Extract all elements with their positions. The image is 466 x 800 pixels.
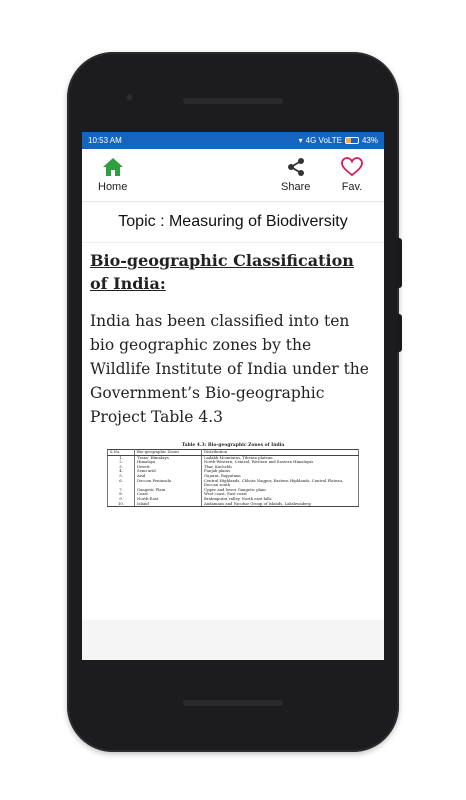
section-heading: Bio-geographic Classification of India: <box>90 251 354 293</box>
signal-icon: ▾ <box>298 136 303 145</box>
table-header-cell: Bio-geographic Zones <box>135 450 202 456</box>
home-label: Home <box>98 181 128 193</box>
status-bar <box>82 132 384 149</box>
topic-title: Topic : Measuring of Biodiversity <box>82 202 384 243</box>
home-button[interactable] <box>98 157 127 193</box>
table-cell: Thar, Kachchh <box>202 465 359 470</box>
table-header-cell: S.No. <box>108 450 135 456</box>
share-button[interactable] <box>281 157 310 193</box>
table-cell: 6. <box>108 479 135 488</box>
table-cell: 9. <box>108 497 135 502</box>
table-cell: 3. <box>108 465 135 470</box>
table-cell: 10. <box>108 502 135 507</box>
table-cell: Brahmputra valley, North east hills <box>202 497 359 502</box>
article-paragraph: India has been classified into ten bio geographic zones by the Wildlife Institute of India under the Government’s Bio-geographic Project Table 4.3 <box>90 312 369 426</box>
battery-icon <box>345 137 359 144</box>
volume-button <box>396 238 402 288</box>
app-screen <box>82 132 384 660</box>
table-cell: Gujarat, Rajputana <box>202 474 359 479</box>
table-cell: Himalaya <box>135 460 202 465</box>
table-cell: Punjab plains <box>202 469 359 474</box>
bottom-area <box>82 620 384 660</box>
table-cell: 5. <box>108 474 135 479</box>
table-cell: Arid <box>135 474 202 479</box>
table-cell: North-Western, Central, Western and Eastern Himalayas <box>202 460 359 465</box>
table-caption: Table 4.3: Bio-geographic Zones of India <box>181 443 285 448</box>
table-cell: Ladakh Mountains, Tibetan plateau. <box>202 455 359 460</box>
zones-table-image <box>107 443 359 507</box>
share-label: Share <box>281 181 311 193</box>
fav-label: Fav. <box>341 181 363 193</box>
front-camera <box>125 93 134 102</box>
table-header-cell: Distribution <box>202 450 359 456</box>
table-cell: Trans- Himalaya <box>135 455 202 460</box>
battery-percent: 43% <box>361 136 378 145</box>
favorite-button[interactable] <box>341 157 363 193</box>
table-cell: Semi-arid <box>135 469 202 474</box>
table-cell: 1. <box>108 455 135 460</box>
table-cell: Island <box>135 502 202 507</box>
article-content <box>82 243 384 507</box>
heart-icon <box>341 157 363 177</box>
table-cell: Coast <box>135 492 202 497</box>
table-cell: Central Highlands, Chhota Nagpur, Eastern Highlands, Central Plateau, Deccan south <box>202 479 359 488</box>
table-cell: 2. <box>108 460 135 465</box>
status-time: 10:53 AM <box>88 136 122 145</box>
table-cell: West coast, East coast <box>202 492 359 497</box>
power-button <box>396 314 402 352</box>
table-cell: Gangetic Plain <box>135 488 202 493</box>
table-cell: 4. <box>108 469 135 474</box>
table-cell: 8. <box>108 492 135 497</box>
table-cell: 7. <box>108 488 135 493</box>
app-toolbar <box>82 149 384 202</box>
table-cell: Deccan Peninsula <box>135 479 202 488</box>
share-icon <box>286 157 306 177</box>
table-cell: Andamans and Nicobar Group of Islands, Lakshwadeep <box>202 502 359 507</box>
home-icon <box>102 157 124 177</box>
table-row <box>108 502 359 507</box>
table-cell: North-East <box>135 497 202 502</box>
table-cell: Upper and lower Gangetic plain <box>202 488 359 493</box>
table-cell: Desert <box>135 465 202 470</box>
earpiece-speaker <box>183 98 283 104</box>
bottom-speaker <box>183 700 283 706</box>
network-label: 4G VoLTE <box>305 136 342 145</box>
zones-table <box>107 449 359 507</box>
